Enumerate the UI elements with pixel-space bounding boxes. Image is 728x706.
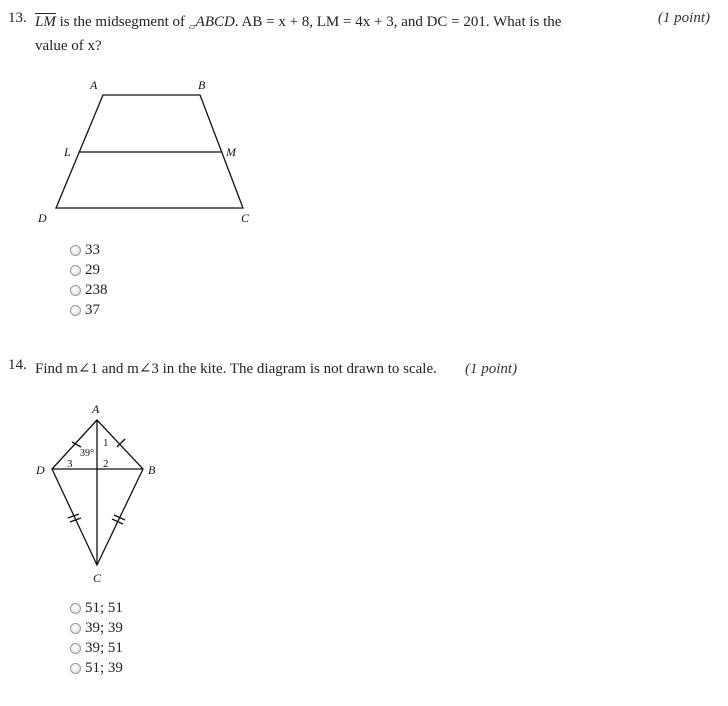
- q13-prompt-line2: value of x?: [35, 38, 102, 54]
- label-B: B: [198, 78, 206, 92]
- angle-39-label: 39°: [80, 448, 94, 459]
- q13-option-2[interactable]: [70, 260, 100, 280]
- kite-label-B: B: [148, 463, 156, 477]
- option-label: 51; 51: [85, 599, 123, 616]
- radio-button[interactable]: [70, 623, 81, 634]
- option-label: 39; 51: [85, 639, 123, 656]
- label-C: C: [241, 211, 250, 225]
- q14-option-4[interactable]: [70, 658, 123, 678]
- radio-button[interactable]: [70, 305, 81, 316]
- option-label: 238: [85, 281, 108, 298]
- lm-segment-label: $\overline{LM}$: [35, 14, 56, 30]
- angle-3-label: 3: [67, 458, 73, 470]
- parallelogram-icon: ▱: [188, 21, 196, 31]
- q14-number: 14.: [8, 357, 27, 373]
- option-label: 51; 39: [85, 659, 123, 676]
- q13-option-3[interactable]: [70, 280, 108, 300]
- q14-option-1[interactable]: [70, 598, 123, 618]
- radio-button[interactable]: [70, 663, 81, 674]
- q14-option-3[interactable]: [70, 638, 123, 658]
- option-label: 39; 39: [85, 619, 123, 636]
- q13-shape-name: ABCD: [195, 14, 235, 30]
- trapezoid-diagram: [0, 0, 300, 235]
- q14-option-2[interactable]: [70, 618, 123, 638]
- radio-button[interactable]: [70, 245, 81, 256]
- kite-diagram: [0, 395, 200, 595]
- label-D: D: [38, 211, 47, 225]
- q13-text-b: . AB = x + 8, LM = 4x + 3, and DC = 201. What is the: [234, 14, 562, 30]
- q13-text-a: is the midsegment of: [55, 14, 189, 30]
- option-label: 29: [85, 261, 100, 278]
- label-L: L: [64, 145, 71, 159]
- kite-label-C: C: [93, 571, 102, 585]
- option-label: 33: [85, 241, 100, 258]
- radio-button[interactable]: [70, 643, 81, 654]
- q13-number: 13.: [8, 10, 27, 26]
- angle-1-label: 1: [103, 437, 109, 449]
- kite-label-D: D: [36, 463, 45, 477]
- radio-button[interactable]: [70, 265, 81, 276]
- radio-button[interactable]: [70, 603, 81, 614]
- q14-points: (1 point): [465, 361, 518, 377]
- radio-button[interactable]: [70, 285, 81, 296]
- q14-prompt: Find m∠1 and m∠3 in the kite. The diagram is not drawn to scale.: [35, 361, 437, 377]
- label-M: M: [226, 145, 236, 159]
- q13-points: (1 point): [657, 10, 710, 26]
- label-A: A: [90, 78, 98, 92]
- q13-option-4[interactable]: [70, 300, 100, 320]
- option-label: 37: [85, 301, 100, 318]
- kite-label-A: A: [92, 402, 100, 416]
- q13-option-1[interactable]: [70, 240, 100, 260]
- angle-2-label: 2: [103, 458, 109, 470]
